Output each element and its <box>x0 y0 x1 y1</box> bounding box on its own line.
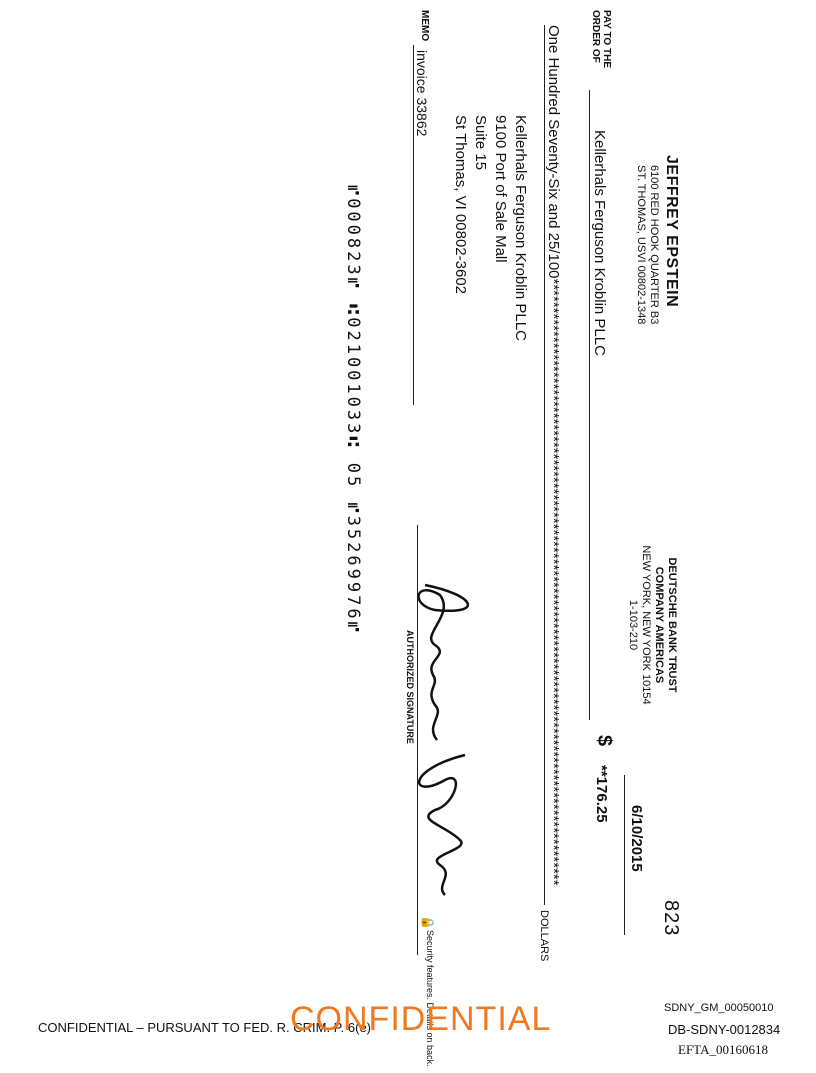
bates-number-efta: EFTA_00160618 <box>678 1042 768 1057</box>
pay-to-label-line-2: ORDER OF <box>590 10 601 63</box>
memo-line <box>413 45 414 405</box>
confidential-stamp: CONFIDENTIAL <box>290 1000 552 1038</box>
check-date: 6/10/2015 <box>628 805 645 872</box>
signature-line <box>417 525 418 955</box>
date-line <box>624 775 625 935</box>
drawer-address-line-1: 6100 RED HOOK QUARTER B3 <box>648 165 660 325</box>
amount-in-words: One Hundred Seventy-Six and 25/100******************************************************************************************************** <box>545 25 562 886</box>
payee-line <box>589 90 590 720</box>
payee-name: Kellerhals Ferguson Kroblin PLLC <box>591 130 608 356</box>
bank-name-line-2: COMPANY AMERICAS <box>653 566 665 684</box>
lock-icon: 🔒 <box>421 915 435 930</box>
bates-number-sdny-gm: SDNY_GM_00050010 <box>664 1002 774 1014</box>
payee-address-line: St Thomas, VI 00802-3602 <box>452 115 469 295</box>
drawer-address-line-2: ST. THOMAS, USVI 00802-1348 <box>635 165 647 325</box>
memo-label: MEMO <box>419 10 430 42</box>
bank-name-line-1: DEUTSCHE BANK TRUST <box>666 557 678 693</box>
dollars-label: DOLLARS <box>538 910 550 962</box>
pay-to-label <box>590 10 612 68</box>
payee-address-line: Kellerhals Ferguson Kroblin PLLC <box>512 115 529 341</box>
check-number: 823 <box>660 900 682 937</box>
signature <box>405 565 495 905</box>
payee-address-line: Suite 15 <box>472 115 489 171</box>
dollar-sign: $ <box>593 735 615 747</box>
memo-value: invoice 33862 <box>414 50 430 137</box>
micr-line: ⑈000823⑈ ⑆021001033⑆ 05 ⑈3526997​6⑈ <box>343 185 363 635</box>
security-note: Security features. Details on back. <box>425 930 435 1067</box>
bank-address: NEW YORK, NEW YORK 10154 <box>640 545 652 705</box>
amount-line <box>544 25 545 905</box>
drawer-name: JEFFREY EPSTEIN <box>663 155 680 308</box>
bank-block <box>626 545 678 705</box>
payee-address-block <box>450 115 530 341</box>
routing-fraction: 1-103-210 <box>627 599 639 651</box>
amount-numeric: **176.25 <box>593 765 610 823</box>
confidential-notice: CONFIDENTIAL – PURSUANT TO FED. R. CRIM. P. 6(e) <box>38 1020 372 1035</box>
bates-number-db: DB-SDNY-0012834 <box>668 1022 781 1037</box>
pay-to-label-line-1: PAY TO THE <box>601 10 612 68</box>
signature-label: AUTHORIZED SIGNATURE <box>405 630 415 744</box>
payee-address-line: 9100 Port of Sale Mall <box>492 115 509 263</box>
